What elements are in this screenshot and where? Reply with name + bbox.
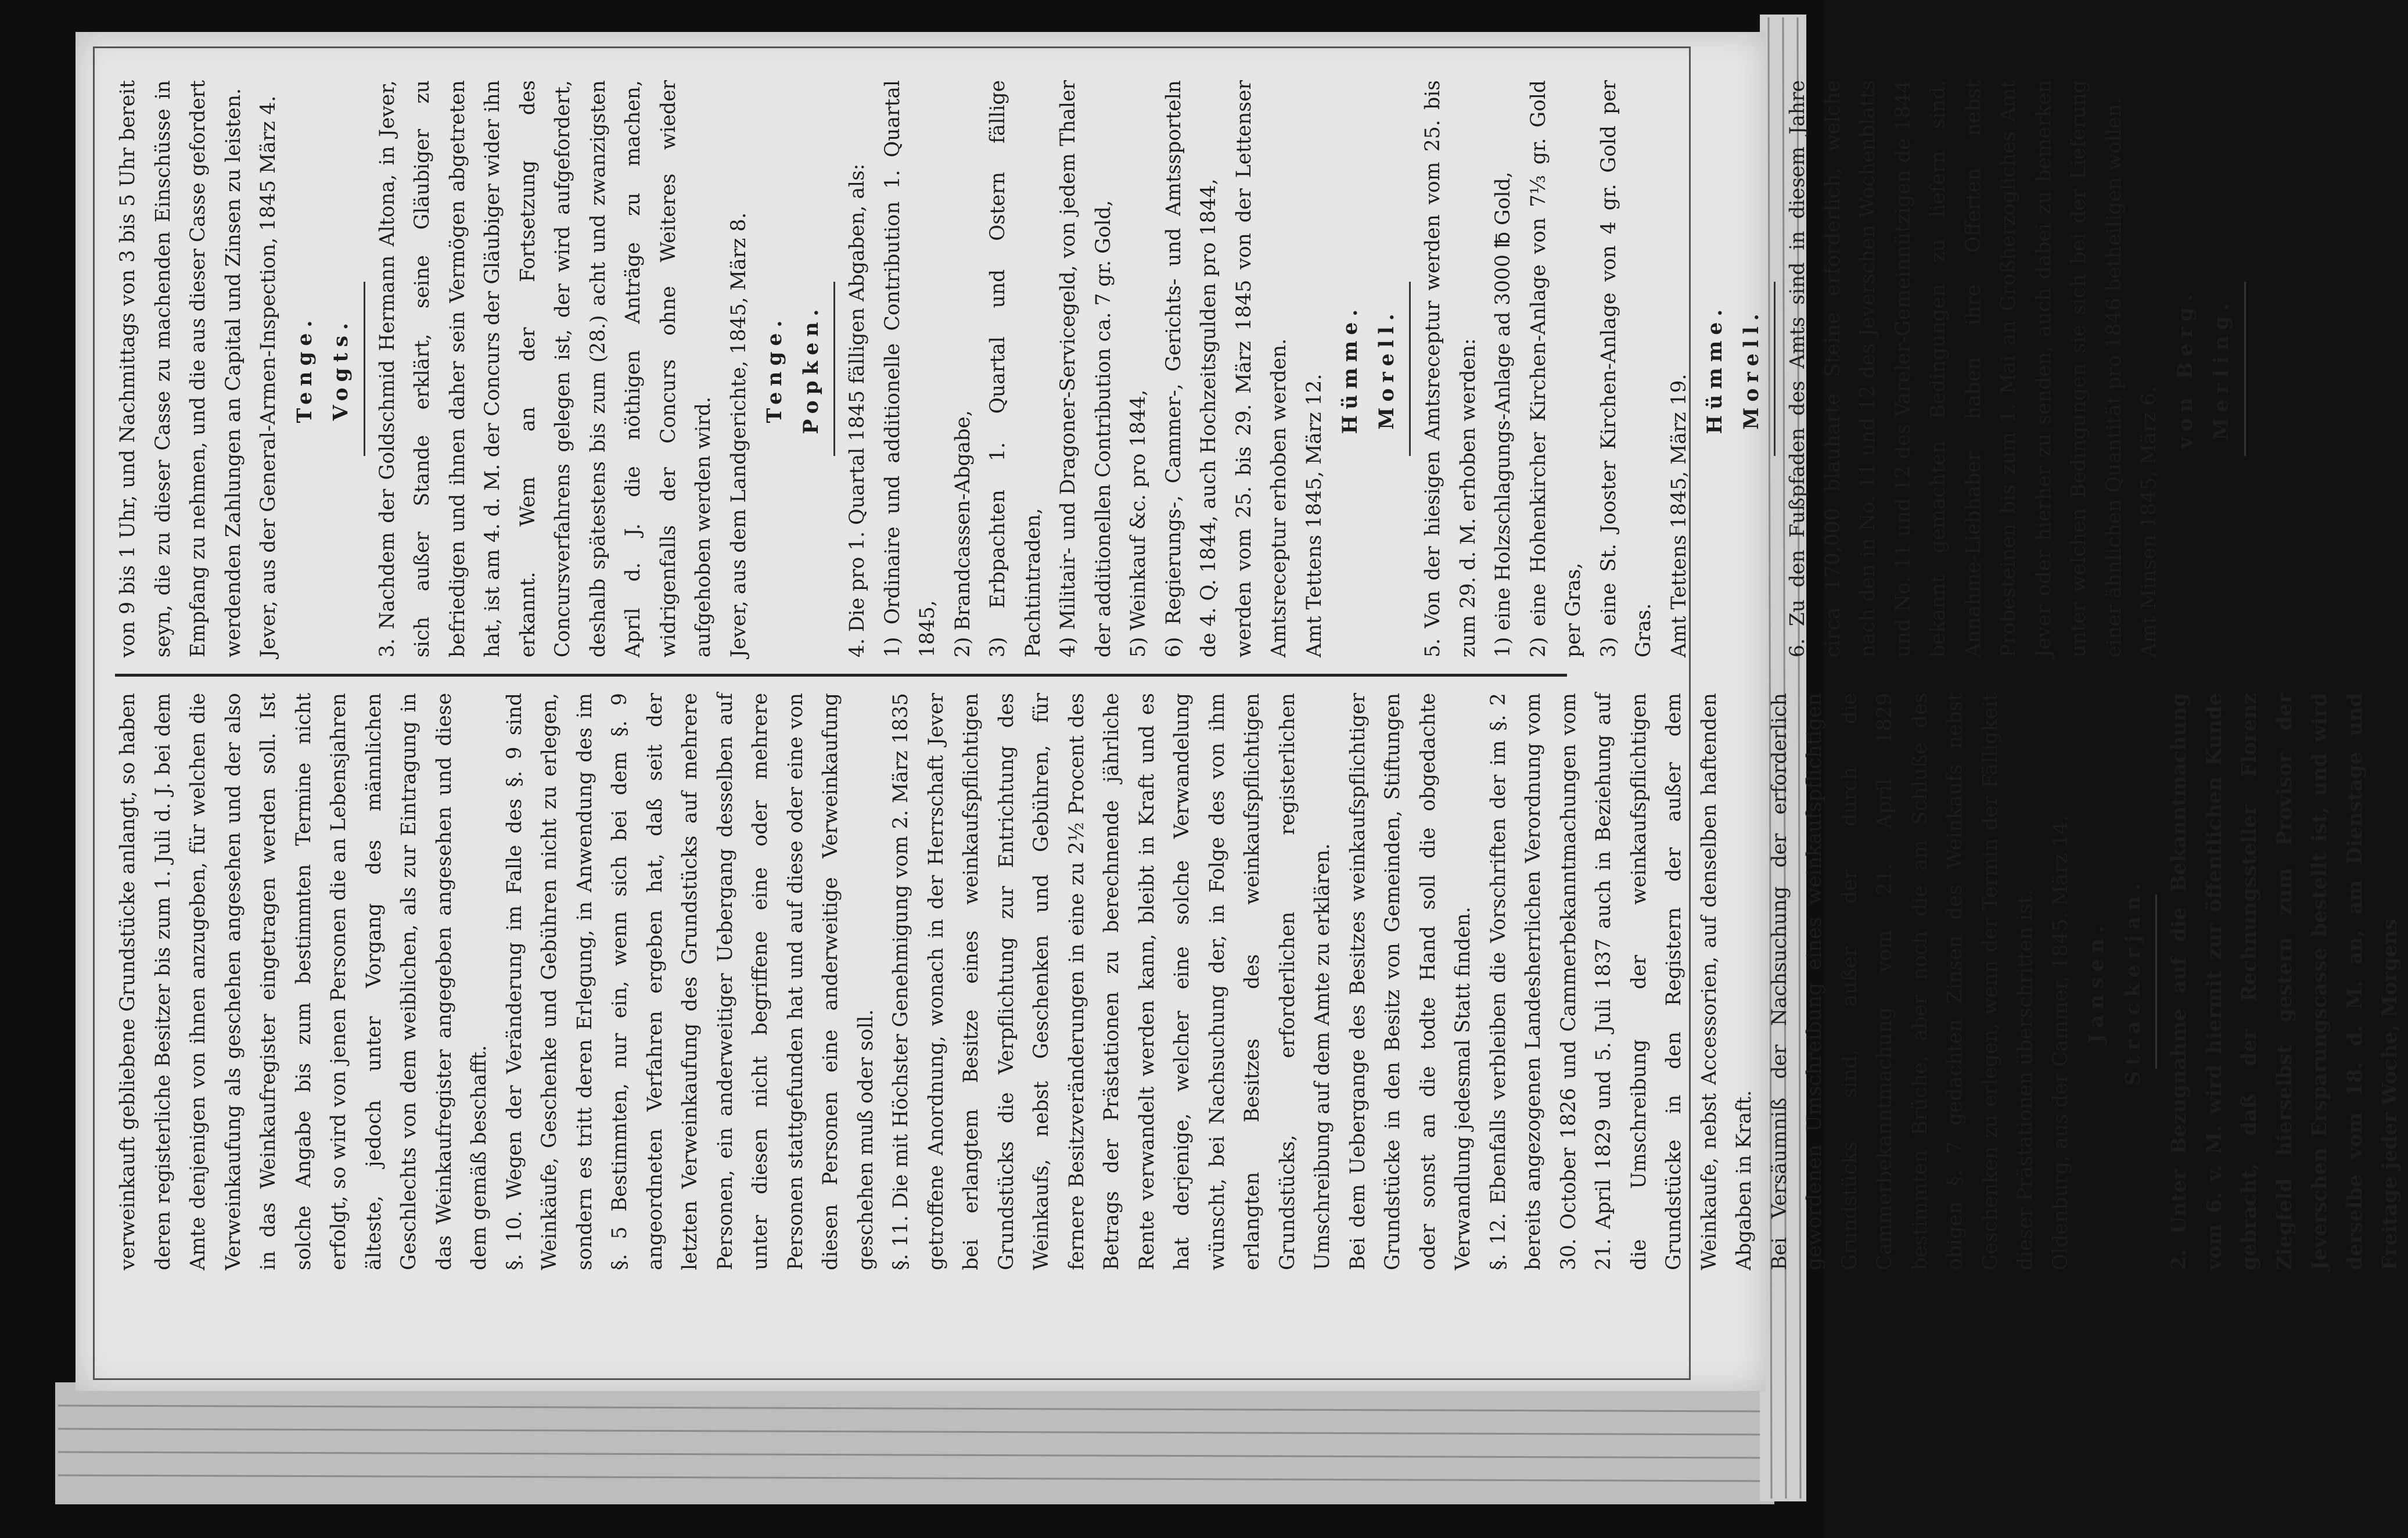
signature: Popken. — [799, 303, 823, 434]
left-column — [110, 677, 2402, 1287]
list-item: 1) Ordinaire und additionelle Contribution 1. Quartal 1845, — [880, 80, 939, 657]
paragraph: §. 12. Ebenfalls verbleiben die Vorschriften der im §. 2 bereits angezogenen Landesherrlichen Verordnung vom 30. October 1826 und Cammerbekanntmachungen vom 21. April 1829 und 5. Juli 1837 auch in Beziehung auf die Umschreibung der weinkaufspflichtigen Grundstücke in den Registern der außer dem Weinkaufe, nebst Accessorien, auf denselben haftenden Abgaben in Kraft. — [1486, 693, 1756, 1270]
item-list — [1486, 80, 1662, 657]
column-rule — [115, 674, 1567, 677]
separator-rule — [2244, 282, 2246, 456]
paragraph: von 9 bis 1 Uhr, und Nachmittags von 3 bis 5 Uhr bereit seyn, die zu dieser Casse zu machenden Einschüsse in Empfang zu nehmen, und die aus dieser Casse gefordert werdenden Zahlungen an Capital und Zinsen zu leisten. — [116, 80, 245, 657]
signature: Tenge. — [293, 314, 317, 423]
signature: Hümme. — [1339, 303, 1362, 434]
signature: Vogts. — [329, 317, 353, 421]
paragraph: §. 11. Die mit Höchster Genehmigung vom 2. März 1835 getroffene Anordnung, wonach in der Herrschaft Jever bei erlangtem Besitze eines weinkaufspflichtigen Grundstücks die Verpflichtung zur Entrichtung des Weinkaufs, nebst Geschenken und Gebühren, für fernere Besitzveränderungen in eine zu 2½ Procent des Betrags der Prästationen zu berechnende jährliche Rente verwandelt werden kann, bleibt in Kraft und es hat derjenige, welcher eine solche Verwandelung wünscht, bei Nachsuchung der, in Folge des von ihm erlangten Besitzes des weinkaufspflichtigen Grundstücks, erforderlichen registerlichen Umschreibung auf dem Amte zu erklären. — [889, 693, 1334, 1270]
separator-rule — [833, 282, 835, 456]
date-line: Jever, aus dem Landgerichte, 1845, März 8. — [727, 212, 750, 657]
list-item: 5) Weinkauf &c. pro 1844, — [1127, 389, 1150, 657]
date-line: Oldenburg, aus der Cammer, 1845. März 14. — [2048, 815, 2072, 1270]
signature: Merling. — [2210, 297, 2233, 440]
list-item: 4) Militair- und Dragoner-Servicegeld, von jedem Thaler der additionellen Contribution ca. 7 gr. Gold, — [1056, 80, 1115, 657]
signature: Morell. — [1739, 308, 1763, 430]
list-item: 1) eine Holzschlagungs-Anlage ad 3000 ℔ Gold, — [1491, 171, 1515, 657]
date-line: Amt Minsen 1845, März 6. — [2137, 386, 2161, 657]
separator-rule — [1774, 282, 1776, 456]
date-line: Amt Tettens 1845, März 12. — [1302, 373, 1326, 657]
paragraph: 3. Nachdem der Goldschmid Hermann Altona, in Jever, sich außer Stande erklärt, seine Gläubiger zu befriedigen und ihnen daher sein Vermögen abgetreten hat, ist am 4. d. M. der Concurs der Gläubiger wider ihn erkannt. Wem an der Fortsetzung des Concursverfahrens gelegen ist, der wird aufgefordert, deshalb spätestens bis zum (28.) acht und zwanzigsten April d. J. die nöthigen Anträge zu machen, widrigenfalls der Concurs ohne Weiteres wieder aufgehoben werden wird. — [375, 80, 715, 657]
signature: Strackerjan. — [2121, 877, 2145, 1086]
paragraph: werden vom 25. bis 29. März 1845 von der Lettenser Amtsreceptur erhoben werden. — [1232, 80, 1291, 657]
paragraph: 5. Von der hiesigen Amtsreceptur werden vom 25. bis zum 29. d. M. erhoben werden: — [1421, 80, 1480, 657]
list-item: 3) Erbpachten 1. Quartal und Ostern fällige Pachtintraden, — [986, 80, 1045, 657]
paragraph: 2. Unter Bezugnahme auf die Bekanntmachung vom 6. v. M. wird hiermit zur öffentlichen Kunde gebracht, daß der Rechnungssteller Florenz Ziegfeld hierselbst gestern zum Provisor der Jeverschen Ersparungscasse bestellt ist, und wird derselbe vom 18. d. M. an, am Dienstage und Freitage jeder Woche, Morgens — [2168, 693, 2402, 1270]
list-item: 2) Brandcassen-Abgabe, — [951, 410, 975, 657]
paragraph: 6. Zu den Fußpfaden des Amts sind in diesem Jahre circa 170,000 blauharte Steine erforderlich, welche nach den in No. 11 und 12 des Jeverschen Wochenblatts und No. 11 und 12 des Vareler-Gemeinnützigen de 1844 bekannt gemachten Bedingungen zu liefern sind. Annahme-Liebhaber haben ihre Offerten nebst Probesteinen bis zum 1. Mai an Großherzogliches Amt Jever oder hierher zu senden, auch dabei zu bemerken unter welchen Bedingungen sie sich bei der Lieferung einer ähnlichen Quantität pro 1846 betheiligen wollen. — [1786, 80, 2126, 657]
list-item: 2) eine Hohenkircher Kirchen-Anlage von 7⅓ gr. Gold per Gras, — [1526, 80, 1585, 657]
item-list — [875, 80, 1227, 657]
paragraph: Bei Versäumniß der Nachsuchung der erforderlich gewordenen Umschreibung eines weinkaufspflichtigen Grundstücks sind, außer der durch die Cammerbekanntmachung vom 21. April 1829 bestimmten Brüche, aber noch die am Schluße des obigen §. 7 gedachten Zinsen des Weinkaufs nebst Geschenken zu erlegen, wenn der Termin der Fälligkeit dieser Prästationen überschritten ist. — [1767, 693, 2037, 1270]
signature: Morell. — [1375, 308, 1399, 430]
paragraph: Bei dem Uebergange des Besitzes weinkaufspflichtiger Grundstücke in den Besitz von Gemeinden, Stiftungen oder sonst an die todte Hand soll die obgedachte Verwandlung jedesmal Statt finden. — [1346, 693, 1475, 1270]
list-item: 6) Regierungs-, Cammer-, Gerichts- und Amtssporteln de 4. Q. 1844, auch Hochzeitsgulden pro 1844, — [1162, 80, 1220, 657]
signature: Tenge. — [763, 314, 786, 423]
paragraph: verweinkauft gebliebene Grundstücke anlangt, so haben deren registerliche Besitzer bis zum 1. Juli d. J. bei dem Amte denjenigen von ihnen anzugeben, für welchen die Verweinkaufung als geschehen angesehen und der also in das Weinkaufregister eingetragen werden soll. Ist solche Angabe bis zum bestimmten Termine nicht erfolgt, so wird von jenen Personen die an Lebensjahren älteste, jedoch unter Vorgang des männlichen Geschlechts von dem weiblichen, als zur Eintragung in das Weinkaufregister angegeben angesehen und diese dem gemäß beschafft. — [116, 693, 491, 1270]
separator-rule — [2155, 894, 2157, 1069]
separator-rule — [1409, 282, 1411, 456]
signature: Hümme. — [1703, 303, 1727, 434]
right-column — [110, 64, 2233, 674]
separator-rule — [364, 282, 365, 456]
list-item: 3) eine St. Jooster Kirchen-Anlage von 4 gr. Gold per Gras. — [1597, 80, 1655, 657]
signature: Jansen. — [2085, 919, 2108, 1044]
paragraph: 4. Die pro 1. Quartal 1845 fälligen Abgaben, als: — [846, 163, 869, 657]
paragraph: §. 10. Wegen der Veränderung im Falle des §. 9 sind Weinkäufe, Geschenke und Gebühren nicht zu erlegen, sondern es tritt deren Erlegung, in Anwendung des im §. 5 Bestimmten, nur ein, wenn sich bei dem §. 9 angeordneten Verfahren ergeben hat, daß seit der letzten Verweinkaufung des Grundstücks auf mehrere Personen, ein anderweitiger Uebergang desselben auf unter diesen nicht begriffene eine oder mehrere Personen stattgefunden hat und auf diese oder eine von diesen Personen eine anderweitige Verweinkaufung geschehen muß oder soll. — [502, 693, 878, 1270]
signature: von Berg. — [2173, 289, 2197, 449]
rotated-text-block — [110, 58, 2402, 1287]
date-line: Jever, aus der General-Armen-Inspection, 1845 März 4. — [257, 95, 280, 657]
date-line: Amt Tettens 1845, März 19. — [1667, 373, 1691, 657]
